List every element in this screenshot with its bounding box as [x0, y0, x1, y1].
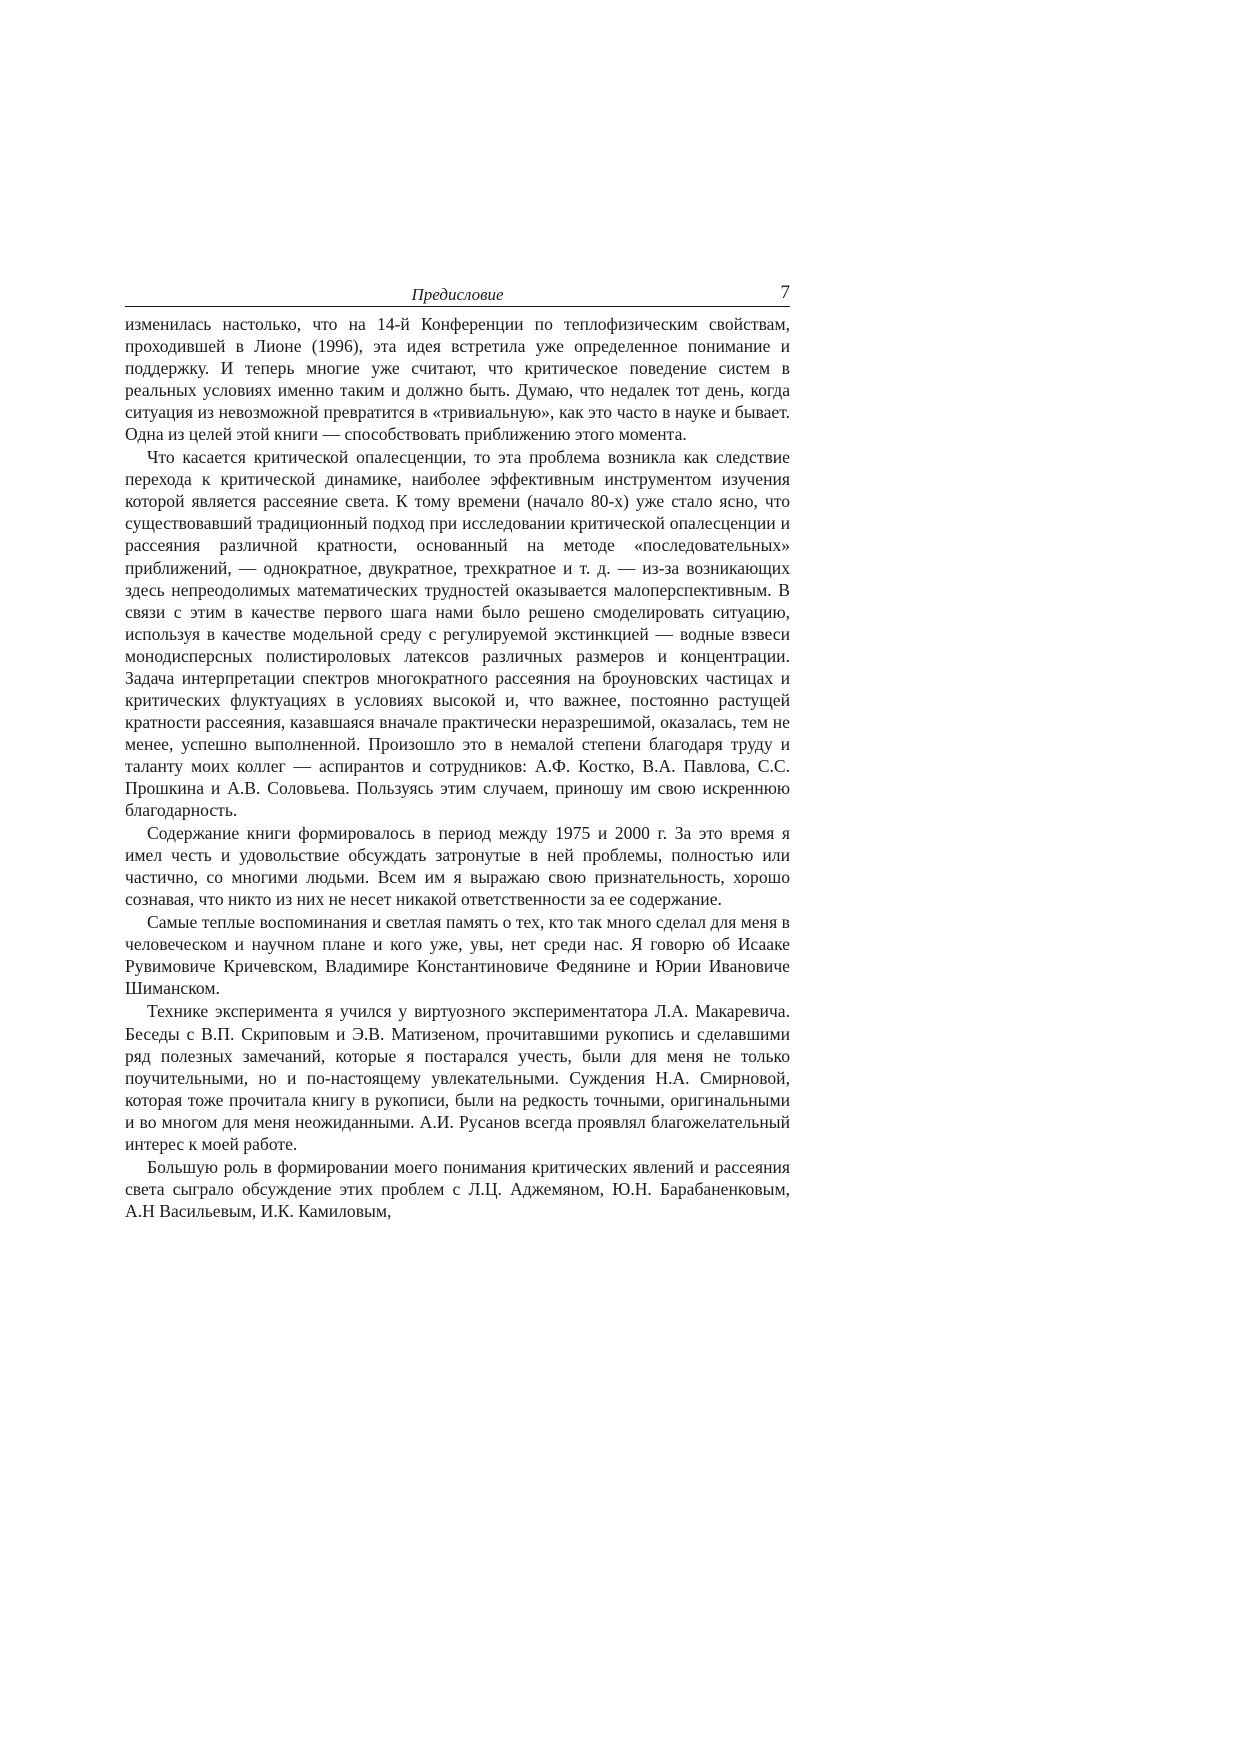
paragraph: Самые теплые воспоминания и светлая память о тех, кто так много сделал для меня в человеческом и научном плане и кого уже, увы, нет среди нас. Я говорю об Исааке Рувимовиче Кричевском, Владимире Константиновиче Федянине и Юрии Ивановиче Шиманском. [125, 912, 790, 999]
book-page [125, 280, 790, 1223]
paragraph-continued: изменилась настолько, что на 14-й Конференции по теплофизическим свойствам, проходившей в Лионе (1996), эта идея встретила уже определенное понимание и поддержку. И теперь многие уже считают, что критическое поведение систем в реальных условиях именно таким и должно быть. Думаю, что недалек тот день, когда ситуация из невозможной превратится в «тривиальную», как это часто в науке и бывает. Одна из целей этой книги — способствовать приближению этого момента. [125, 314, 790, 445]
paragraph-continues: Большую роль в формировании моего понимания критических явлений и рассеяния света сыграло обсуждение этих проблем с Л.Ц. Аджемяном, Ю.Н. Барабаненковым, А.Н Васильевым, И.К. Камиловым, [125, 1156, 790, 1221]
running-header-title: Предисловие [411, 285, 504, 304]
paragraph: Содержание книги формировалось в период между 1975 и 2000 г. За это время я имел честь и удовольствие обсуждать затронутые в ней проблемы, полностью или частично, со многими людьми. Всем им я выражаю свою признательность, хорошо сознавая, что никто из них не несет никакой ответственности за ее содержание. [125, 823, 790, 910]
page-number: 7 [780, 282, 790, 303]
paragraph: Технике эксперимента я учился у виртуозного экспериментатора Л.А. Макаревича. Беседы с В.П. Скриповым и Э.В. Матизеном, прочитавшими рукопись и сделавшими ряд полезных замечаний, которые я постарался учесть, были для меня не только поучительными, но и по-настоящему увлекательными. Суждения Н.А. Смирновой, которая тоже прочитала книгу в рукописи, были на редкость точными, оригинальными и во многом для меня неожиданными. А.И. Русанов всегда проявлял благожелательный интерес к моей работе. [125, 1001, 790, 1154]
running-header [125, 280, 790, 307]
body-text [125, 313, 790, 1222]
paragraph: Что касается критической опалесценции, то эта проблема возникла как следствие перехода к критической динамике, наиболее эффективным инструментом изучения которой является рассеяние света. К тому времени (начало 80-х) уже стало ясно, что существовавший традиционный подход при исследовании критической опалесценции и рассеяния различной кратности, основанный на методе «последовательных» приближений, — однократное, двукратное, трехкратное и т. д. — из-за возникающих здесь непреодолимых математических трудностей оказывается малоперспективным. В связи с этим в качестве первого шага нами было решено смоделировать ситуацию, используя в качестве модельной среду с регулируемой экстинкцией — водные взвеси монодисперсных полистироловых латексов различных размеров и концентрации. Задача интерпретации спектров многократного рассеяния на броуновских частицах и критических флуктуациях в условиях высокой и, что важнее, постоянно растущей кратности рассеяния, казавшаяся вначале практически неразрешимой, оказалась, тем не менее, успешно выполненной. Произошло это в немалой степени благодаря труду и таланту моих коллег — аспирантов и сотрудников: А.Ф. Костко, В.А. Павлова, С.С. Прошкина и А.В. Соловьева. Пользуясь этим случаем, приношу им свою искреннюю благодарность. [125, 447, 790, 821]
